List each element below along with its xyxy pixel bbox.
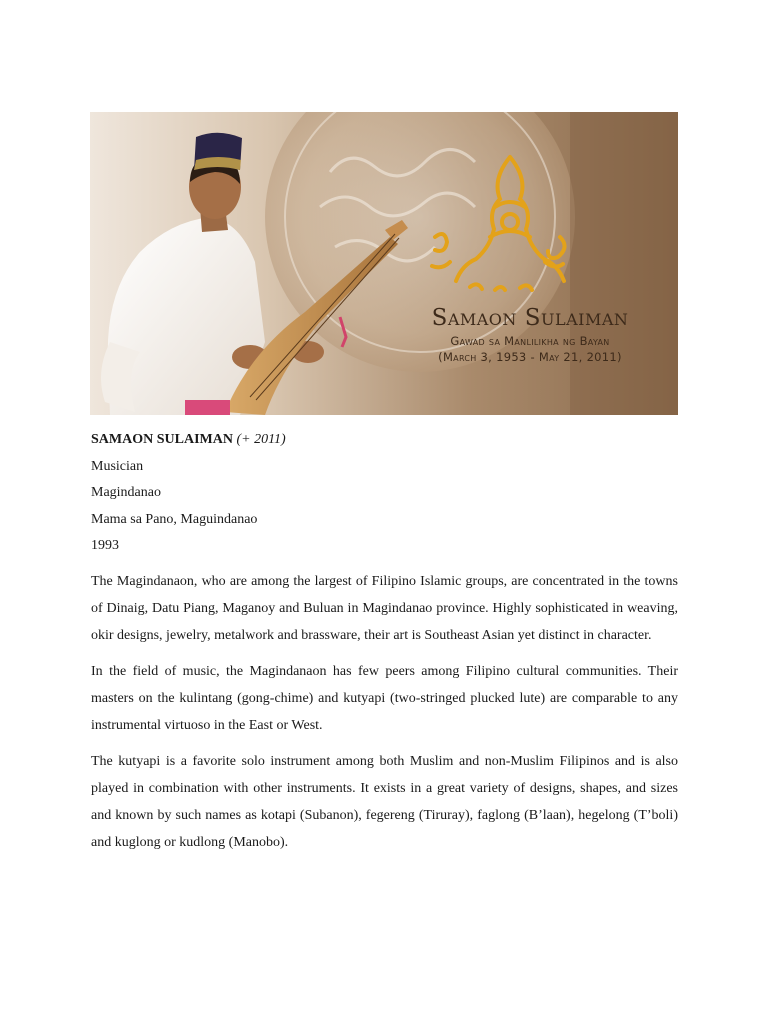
paragraph: The Magindanaon, who are among the largest of Filipino Islamic groups, are concentrated in the towns of Dinaig, Datu Piang, Maganoy and Buluan in Magindanao province. Highly sophisticated in weaving, okir designs, jewelry, metalwork and brassware, their art is Southeast Asian yet distinct in character.: [91, 574, 678, 643]
artist-name: SAMAON SULAIMAN: [91, 432, 233, 447]
award-year: 1993: [91, 538, 119, 553]
banner-subtitle: Gawad sa Manlilikha ng Bayan: [450, 334, 610, 348]
banner-artwork: [90, 112, 678, 415]
occupation: Musician: [91, 458, 144, 474]
banner-dates: (March 3, 1953 - May 21, 2011): [438, 350, 622, 364]
body-text: [91, 568, 678, 865]
artist-name-line: [91, 427, 681, 454]
paragraph: In the field of music, the Magindanaon has few peers among Filipino cultural communities. Their masters on the kulintang (gong-chime) and kutyapi (two-stringed plucked lute) are comparable to any instrumental virtuoso in the East or West.: [91, 664, 678, 733]
ethnic-group: Magindanao: [91, 485, 161, 500]
banner-title: Samaon Sulaiman: [431, 305, 629, 331]
death-note: (+ 2011): [236, 432, 286, 447]
banner-image: [90, 112, 678, 415]
paragraph: The kutyapi is a favorite solo instrument among both Muslim and non-Muslim Filipinos and is also played in combination with other instruments. It exists in a great variety of designs, shapes, and sizes and known by such names as kotapi (Subanon), fegereng (Tiruray), faglong (B’laan), hegelong (T’boli) and kuglong or kudlong (Manobo).: [91, 754, 678, 850]
location: Mama sa Pano, Maguindanao: [91, 511, 258, 527]
artist-info: [91, 427, 681, 560]
